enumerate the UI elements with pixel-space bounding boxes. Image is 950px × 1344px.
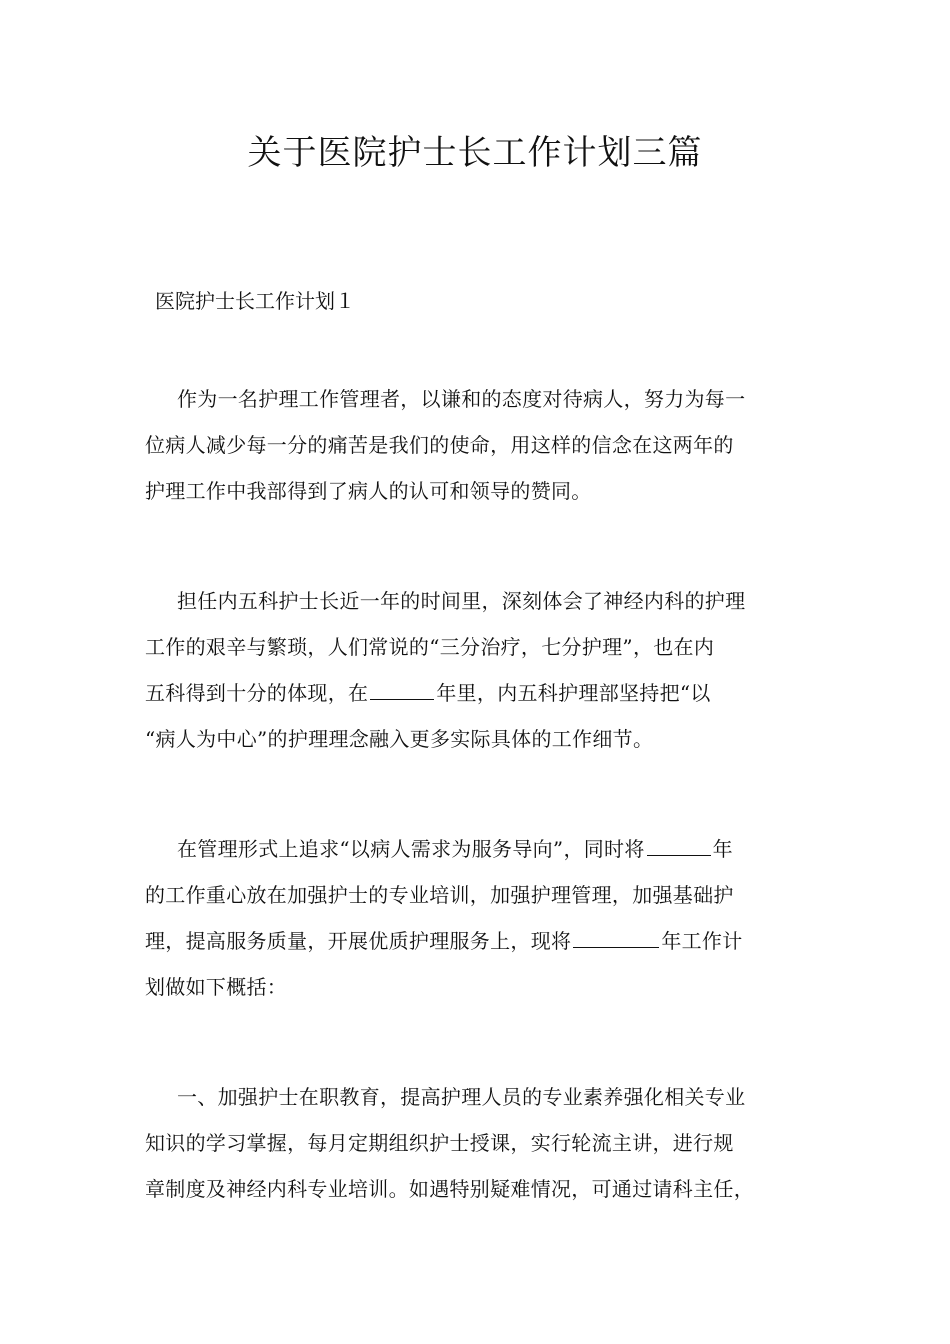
paragraph-4 bbox=[145, 1074, 805, 1212]
fill-in-blank bbox=[573, 923, 659, 948]
section-heading: 医院护士长工作计划１ bbox=[155, 289, 355, 313]
paragraph-3 bbox=[145, 826, 805, 1010]
paragraph-line: 一、加强护士在职教育，提高护理人员的专业素养强化相关专业 bbox=[177, 1085, 746, 1109]
paragraph-line: 位病人减少每一分的痛苦是我们的使命，用这样的信念在这两年的 bbox=[145, 433, 734, 457]
paragraph-line: “病人为中心”的护理理念融入更多实际具体的工作细节。 bbox=[145, 727, 654, 751]
paragraph-2 bbox=[145, 578, 805, 762]
paragraph-line: 作为一名护理工作管理者，以谦和的态度对待病人，努力为每一 bbox=[177, 387, 746, 411]
line-segment: 年 bbox=[712, 837, 733, 861]
line-segment: 在管理形式上追求“以病人需求为服务导向”，同时将 bbox=[177, 837, 645, 861]
paragraph-line: 知识的学习掌握，每月定期组织护士授课，实行轮流主讲，进行规 bbox=[145, 1131, 734, 1155]
line-segment: 年工作计 bbox=[661, 929, 743, 953]
paragraph-line bbox=[145, 918, 805, 964]
line-segment: 五科得到十分的体现，在 bbox=[145, 681, 369, 705]
paragraph-line: 工作的艰辛与繁琐，人们常说的“三分治疗，七分护理”，也在内 bbox=[145, 635, 715, 659]
paragraph-line: 章制度及神经内科专业培训。如遇特别疑难情况，可通过请科主任， bbox=[145, 1177, 754, 1201]
paragraph-line: 护理工作中我部得到了病人的认可和领导的赞同。 bbox=[145, 479, 592, 503]
paragraph-line bbox=[145, 670, 805, 716]
paragraph-line: 担任内五科护士长近一年的时间里，深刻体会了神经内科的护理 bbox=[177, 589, 746, 613]
paragraph-line: 的工作重心放在加强护士的专业培训，加强护理管理，加强基础护 bbox=[145, 883, 734, 907]
fill-in-blank bbox=[370, 675, 434, 700]
line-segment: 理，提高服务质量，开展优质护理服务上，现将 bbox=[145, 929, 572, 953]
paragraph-1 bbox=[145, 376, 805, 514]
document-title: 关于医院护士长工作计划三篇 bbox=[247, 133, 703, 173]
line-segment: 年里，内五科护理部坚持把“以 bbox=[436, 681, 711, 705]
paragraph-line: 划做如下概括： bbox=[145, 975, 288, 999]
paragraph-line bbox=[145, 826, 805, 872]
fill-in-blank bbox=[647, 831, 711, 856]
